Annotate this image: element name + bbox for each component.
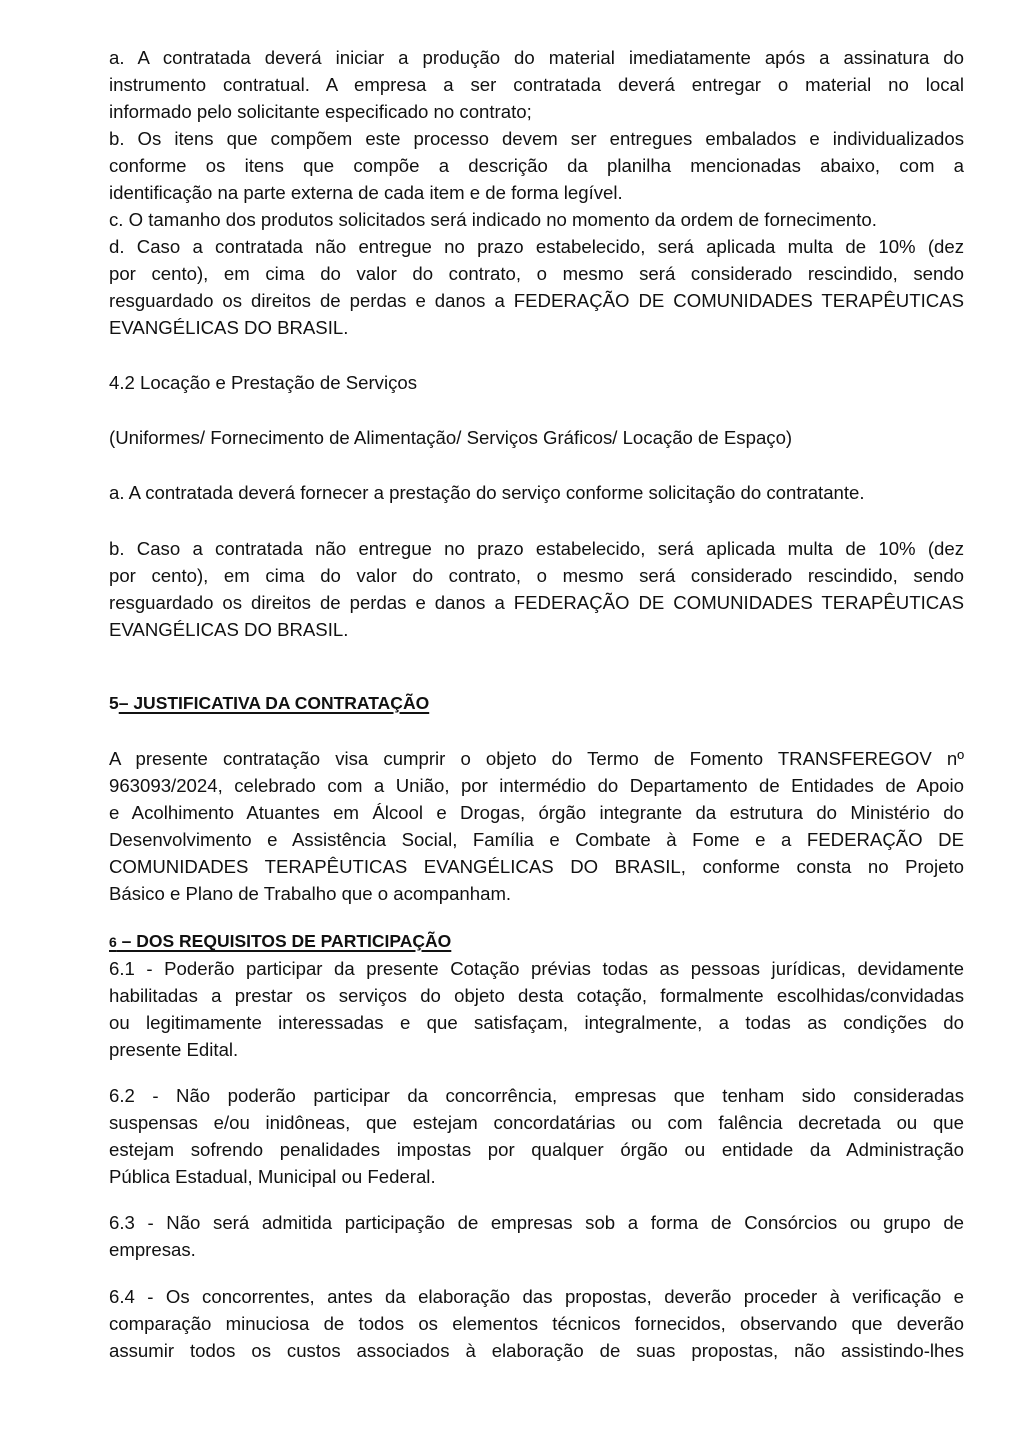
text-line: a. A contratada deverá fornecer a prestação do serviço conforme solicitação do contratante.: [109, 482, 865, 503]
text-line: 6.3 - Não será admitida participação de empresas sob a forma de Consórcios ou grupo de: [109, 1212, 964, 1233]
section-4-2-item-b: [109, 535, 964, 643]
text-line: Pública Estadual, Municipal ou Federal.: [109, 1166, 436, 1187]
section-title: – JUSTIFICATIVA DA CONTRATAÇÃO: [118, 693, 430, 713]
text-line: EVANGÉLICAS DO BRASIL.: [109, 317, 349, 338]
section-5-heading: [109, 690, 964, 717]
text-line: EVANGÉLICAS DO BRASIL.: [109, 619, 349, 640]
text-line: 6.2 - Não poderão participar da concorrência, empresas que tenham sido consideradas: [109, 1085, 964, 1106]
item-b-packaging: [109, 125, 964, 206]
text-line: b. Caso a contratada não entregue no prazo estabelecido, será aplicada multa de 10% (dez: [109, 538, 964, 559]
item-6-4: [109, 1283, 964, 1364]
text-line: suspensas e/ou inidôneas, que estejam concordatárias ou com falência decretada ou que: [109, 1112, 964, 1133]
section-number: 6: [109, 934, 117, 950]
item-6-3: [109, 1209, 964, 1263]
text-line: A presente contratação visa cumprir o objeto do Termo de Fomento TRANSFEREGOV nº: [109, 748, 964, 769]
section-4-2-title: [109, 369, 964, 396]
text-line: identificação na parte externa de cada item e de forma legível.: [109, 182, 623, 203]
text-line: 6.4 - Os concorrentes, antes da elaboração das propostas, deverão proceder à verificação e: [109, 1286, 964, 1307]
item-6-2: [109, 1082, 964, 1190]
text-line: comparação minuciosa de todos os elementos técnicos fornecidos, observando que deverão: [109, 1313, 964, 1334]
text-line: informado pelo solicitante especificado no contrato;: [109, 101, 532, 122]
text-line: por cento), em cima do valor do contrato, o mesmo será considerado rescindido, sendo: [109, 263, 964, 284]
text-line: c. O tamanho dos produtos solicitados será indicado no momento da ordem de fornecimento.: [109, 209, 877, 230]
section-number: 5: [109, 693, 119, 713]
section-4-2-item-a: [109, 479, 964, 506]
text-line: empresas.: [109, 1239, 196, 1260]
text-line: 6.1 - Poderão participar da presente Cotação prévias todas as pessoas jurídicas, devidamente: [109, 958, 964, 979]
section-4-2-subtitle: [109, 424, 964, 451]
text-line: 963093/2024, celebrado com a União, por intermédio do Departamento de Entidades de Apoio: [109, 775, 964, 796]
text-line: d. Caso a contratada não entregue no prazo estabelecido, será aplicada multa de 10% (dez: [109, 236, 964, 257]
text-line: resguardado os direitos de perdas e danos a FEDERAÇÃO DE COMUNIDADES TERAPÊUTICAS: [109, 592, 964, 613]
section-title: – DOS REQUISITOS DE PARTICIPAÇÃO: [116, 931, 452, 951]
text-line: instrumento contratual. A empresa a ser contratada deverá entregar o material no local: [109, 74, 964, 95]
item-c-size: [109, 206, 964, 233]
text-line: b. Os itens que compõem este processo devem ser entregues embalados e individualizados: [109, 128, 964, 149]
section-subtitle: (Uniformes/ Fornecimento de Alimentação/ Serviços Gráficos/ Locação de Espaço): [109, 427, 793, 448]
text-line: conforme os itens que compõe a descrição da planilha mencionadas abaixo, com a: [109, 155, 964, 176]
text-line: COMUNIDADES TERAPÊUTICAS EVANGÉLICAS DO BRASIL, conforme consta no Projeto: [109, 856, 964, 877]
text-line: habilitadas a prestar os serviços do objeto desta cotação, formalmente escolhidas/convidadas: [109, 985, 964, 1006]
text-line: Básico e Plano de Trabalho que o acompanham.: [109, 883, 512, 904]
text-line: ou legitimamente interessadas e que satisfaçam, integralmente, a todas as condições do: [109, 1012, 964, 1033]
item-a-production: [109, 44, 964, 125]
text-line: presente Edital.: [109, 1039, 239, 1060]
text-line: por cento), em cima do valor do contrato, o mesmo será considerado rescindido, sendo: [109, 565, 964, 586]
section-6-heading: [109, 928, 964, 956]
item-6-1: [109, 955, 964, 1063]
text-line: a. A contratada deverá iniciar a produção do material imediatamente após a assinatura do: [109, 47, 964, 68]
text-line: e Acolhimento Atuantes em Álcool e Drogas, órgão integrante da estrutura do Ministério do: [109, 802, 964, 823]
section-title: 4.2 Locação e Prestação de Serviços: [109, 372, 418, 393]
text-line: Desenvolvimento e Assistência Social, Família e Combate à Fome e a FEDERAÇÃO DE: [109, 829, 964, 850]
text-line: resguardado os direitos de perdas e danos a FEDERAÇÃO DE COMUNIDADES TERAPÊUTICAS: [109, 290, 964, 311]
item-d-penalty: [109, 233, 964, 341]
section-5-paragraph: [109, 745, 964, 907]
text-line: estejam sofrendo penalidades impostas por qualquer órgão ou entidade da Administração: [109, 1139, 964, 1160]
text-line: assumir todos os custos associados à elaboração de suas propostas, não assistindo-lhes: [109, 1340, 964, 1361]
